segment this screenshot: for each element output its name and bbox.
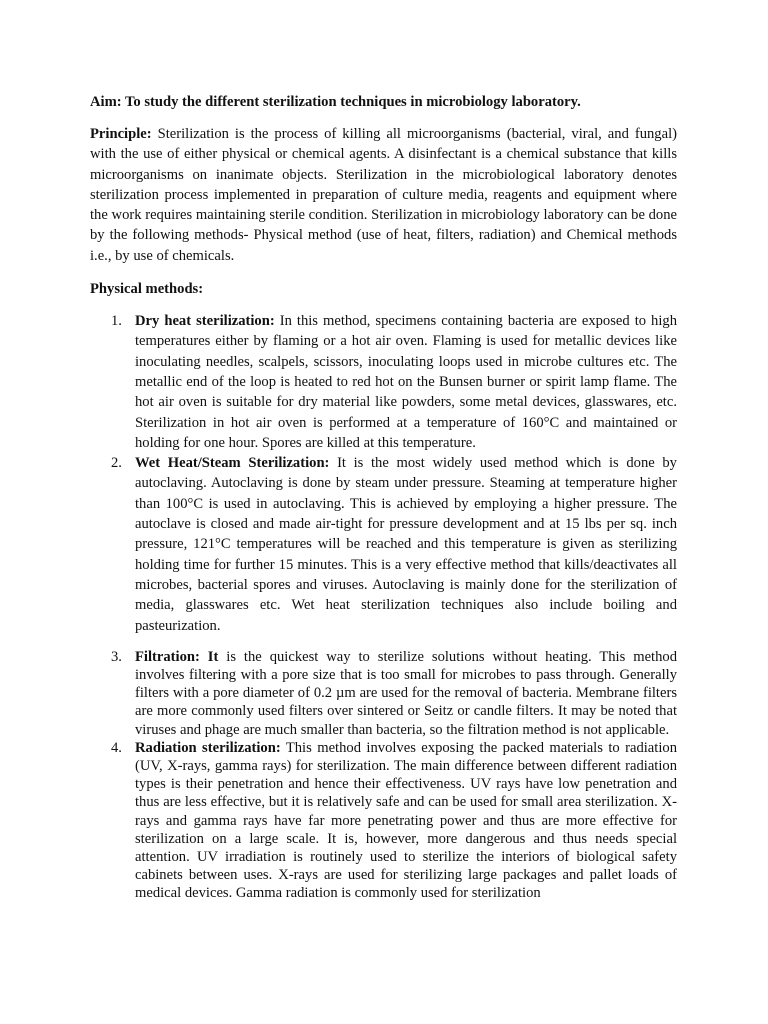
- method-text: This method involves exposing the packed materials to radiation (UV, X-rays, gamma rays) for sterilization. The main difference between different radiation types is their penetration and hence their effectiveness. UV rays have low penetration and thus are less effective, but it is relatively safe and can be used for small area sterilization. X-rays and gamma rays have far more penetrating power and thus are more effective for sterilization on a large scale. It is, however, more dangerous and thus needs special attention. UV irradiation is routinely used to sterilize the interiors of biological safety cabinets between uses. X-rays are used for sterilizing large packages and pallet loads of medical devices. Gamma radiation is commonly used for sterilization: [135, 739, 677, 902]
- method-number: 4.: [111, 739, 122, 756]
- method-title: Filtration: It: [135, 648, 219, 665]
- principle-label: Principle:: [90, 126, 152, 142]
- method-title: Dry heat sterilization:: [135, 313, 275, 330]
- method-text: is the quickest way to sterilize solutions without heating. This method involves filtering with a pore size that is too small for microbes to pass through. Generally filters with a pore diameter of 0.2 µm are used for the removal of bacteria. Membrane filters are more commonly used filters over sintered or Seitz or candle filters. It may be noted that viruses and phage are much smaller than bacteria, so the filtration method is not applicable.: [135, 648, 677, 738]
- method-text: It is the most widely used method which is done by autoclaving. Autoclaving is done by steam under pressure. Steaming at temperature higher than 100°C is used in autoclaving. This is achieved by employing a higher pressure. The autoclave is closed and made air-tight for pressure development and at 15 lbs per sq. inch pressure, 121°C temperatures will be reached and this temperature is given as sterilizing holding time for further 15 minutes. This is a very effective method that kills/deactivates all microbes, bacterial spores and viruses. Autoclaving is mainly done for the sterilization of media, glasswares etc. Wet heat sterilization techniques also include boiling and pasteurization.: [135, 455, 677, 634]
- aim-heading: Aim: To study the different sterilization techniques in microbiology laboratory.: [90, 94, 581, 110]
- method-item-filtration: [90, 648, 677, 739]
- principle-text: Sterilization is the process of killing all microorganisms (bacterial, viral, and fungal) with the use of either physical or chemical agents. A disinfectant is a chemical substance that kills microorganisms on inanimate objects. Sterilization in the microbiological laboratory denotes sterilization process implemented in preparation of culture media, reagents and equipment where the work requires maintaining sterile condition. Sterilization in microbiology laboratory can be done by the following methods- Physical method (use of heat, filters, radiation) and Chemical methods i.e., by use of chemicals.: [90, 126, 677, 264]
- method-title: Radiation sterilization:: [135, 739, 281, 756]
- principle-paragraph: [90, 124, 677, 266]
- methods-list: [90, 311, 677, 903]
- method-item-radiation: [90, 739, 677, 903]
- method-item-wet-heat: [90, 453, 677, 636]
- method-number: 1.: [111, 313, 122, 330]
- method-item-dry-heat: [90, 311, 677, 453]
- document-page: [90, 92, 677, 903]
- method-text: In this method, specimens containing bacteria are exposed to high temperatures either by flaming or a hot air oven. Flaming is used for metallic devices like inoculating needles, scalpels, scissors, inoculating loops used in microbe cultures etc. The metallic end of the loop is heated to red hot on the Bunsen burner or spirit lamp flame. The hot air oven is suitable for dry material like powders, some metal devices, glasswares, etc. Sterilization in hot air oven is performed at a temperature of 160°C and maintained or holding for one hour. Spores are killed at this temperature.: [135, 313, 678, 451]
- method-title: Wet Heat/Steam Sterilization:: [135, 455, 330, 472]
- method-number: 2.: [111, 455, 122, 472]
- physical-methods-heading: Physical methods:: [90, 281, 204, 298]
- method-number: 3.: [111, 648, 122, 665]
